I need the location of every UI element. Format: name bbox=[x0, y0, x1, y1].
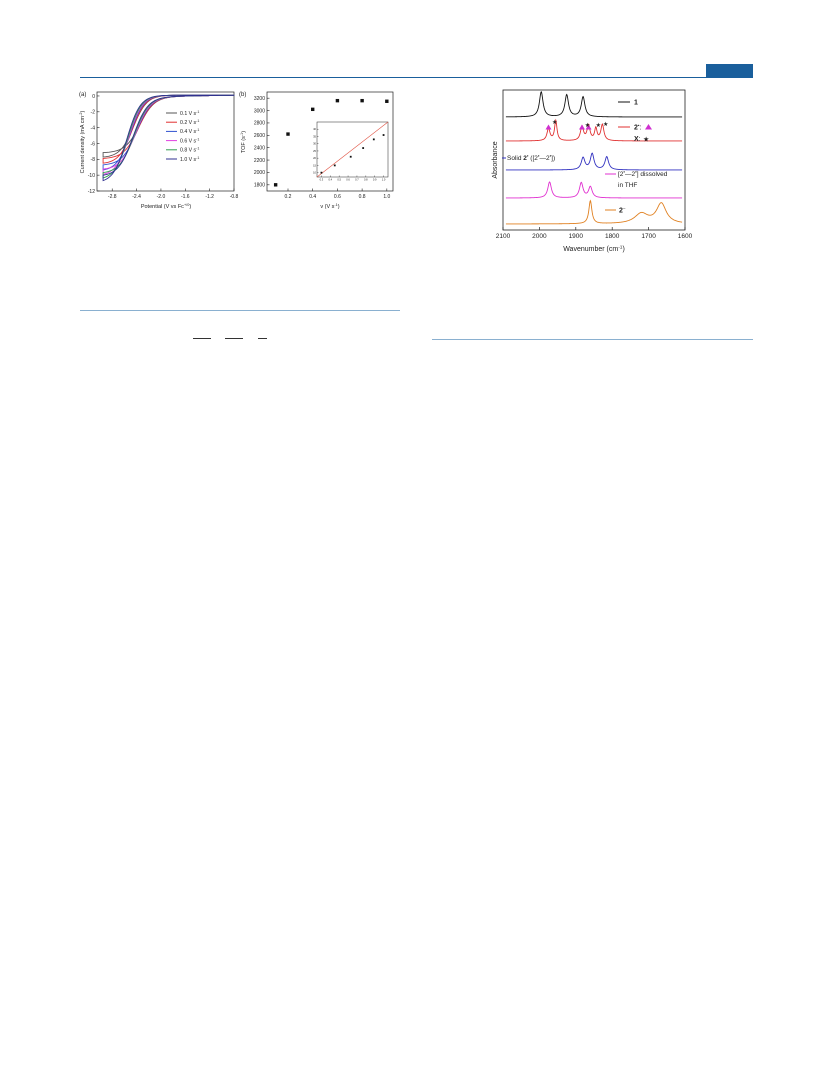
panel-b-figure bbox=[238, 88, 400, 223]
y-tick-label: -8 bbox=[90, 157, 95, 164]
ir-spectrum-1 bbox=[506, 92, 682, 117]
legend-label: 0.1 V $s^{-1}$ bbox=[180, 109, 200, 117]
legend-star-icon: ★ bbox=[643, 136, 650, 144]
legend-label-1: 1 bbox=[634, 99, 638, 107]
legend-label-2: 2•: bbox=[634, 123, 642, 132]
right-column-rule bbox=[432, 339, 753, 340]
inset-y-tick-label: 40 bbox=[313, 128, 316, 132]
x-tick-label: -2.0 bbox=[156, 194, 166, 200]
x-tick-label: 1.0 bbox=[383, 194, 391, 200]
header-rule bbox=[80, 77, 753, 78]
legend-label-anion: 2− bbox=[619, 206, 626, 215]
x-tick-label: -2.4 bbox=[132, 194, 141, 200]
y-tick-label: 2200 bbox=[253, 157, 265, 164]
panel-c-y-axis-label: Absorbance bbox=[492, 141, 499, 179]
y-tick-label: 2400 bbox=[253, 145, 265, 152]
star-marker-icon: ★ bbox=[602, 122, 609, 128]
inset-data-point bbox=[334, 165, 336, 167]
y-tick-label: 2600 bbox=[253, 133, 265, 140]
panel-b-inset bbox=[313, 122, 388, 182]
inset-data-point bbox=[350, 156, 352, 158]
ir-spectrum-4 bbox=[506, 182, 682, 198]
panel-c-x-ticks bbox=[496, 227, 693, 240]
panel-a-figure bbox=[78, 88, 238, 223]
y-tick-label: 2000 bbox=[253, 170, 265, 177]
x-tick-label: 2100 bbox=[495, 233, 511, 240]
legend-label: 0.6 V $s^{-1}$ bbox=[180, 137, 200, 145]
x-tick-label: 2000 bbox=[532, 233, 547, 240]
legend-label-thf-line2: in THF bbox=[618, 182, 638, 189]
x-tick-label: -1.6 bbox=[180, 194, 190, 200]
legend-label-thf: [2•—2•] dissolved bbox=[618, 169, 668, 178]
star-marker-icon: ★ bbox=[584, 123, 591, 129]
y-tick-label: -12 bbox=[87, 188, 95, 195]
x-tick-label: 1800 bbox=[604, 233, 620, 240]
inset-data-point bbox=[373, 138, 375, 140]
panel-a-x-ticks bbox=[108, 189, 239, 201]
legend-label: 0.8 V $s^{-1}$ bbox=[180, 146, 200, 154]
cv-curve-6 bbox=[103, 95, 234, 180]
panel-a-y-axis-label: Current density (mA $cm^{-2}$) bbox=[79, 110, 86, 174]
fraction-bar bbox=[193, 338, 211, 339]
y-tick-label: -6 bbox=[90, 141, 95, 148]
x-tick-label: 0.8 bbox=[358, 194, 366, 200]
panel-a-y-ticks bbox=[88, 94, 100, 195]
legend-label: 1.0 V $s^{-1}$ bbox=[180, 155, 200, 163]
x-tick-label: -0.8 bbox=[229, 194, 239, 200]
inset-x-tick-label: 0.6 bbox=[346, 178, 350, 182]
x-tick-label: -1.2 bbox=[205, 194, 214, 200]
panel-b-x-axis-label: v (V $s^{-1}$) bbox=[320, 203, 340, 210]
panel-b-y-axis-label: TOF $(s^{-1})$ bbox=[240, 130, 247, 154]
inset-y-tick-label: 15 bbox=[313, 164, 316, 168]
legend-triangle-icon bbox=[645, 124, 652, 130]
equation-fragment bbox=[190, 338, 280, 342]
panel-a-label: (a) bbox=[79, 92, 87, 98]
data-point bbox=[274, 183, 277, 186]
inset-data-point bbox=[362, 147, 364, 149]
data-point bbox=[336, 99, 339, 102]
data-point bbox=[360, 99, 363, 102]
data-point bbox=[311, 108, 314, 111]
y-tick-label: -10 bbox=[87, 172, 95, 179]
star-marker-icon: ★ bbox=[551, 120, 558, 126]
x-tick-label: 1900 bbox=[568, 233, 584, 240]
y-tick-label: -2 bbox=[90, 109, 95, 116]
inset-x-tick-label: 0.9 bbox=[372, 178, 377, 182]
legend-label-solid: Solid 2• ([2•—2•]) bbox=[507, 153, 556, 162]
inset-y-tick-label: 10 bbox=[313, 171, 316, 175]
cv-curve-1 bbox=[103, 95, 234, 157]
legend-label: 0.2 V $s^{-1}$ bbox=[180, 119, 200, 126]
data-point bbox=[286, 132, 289, 135]
x-tick-label: 0.4 bbox=[309, 194, 317, 200]
inset-y-tick-label: 20 bbox=[313, 157, 316, 161]
x-tick-label: 1600 bbox=[677, 233, 693, 240]
panel-a-x-axis-label: Potential (V vs $Fc^{+/0}$) bbox=[140, 203, 192, 210]
cv-curve-5 bbox=[103, 95, 234, 178]
panel-c-figure bbox=[488, 88, 698, 256]
y-tick-label: 1800 bbox=[253, 182, 265, 189]
inset-x-tick-label: 0.4 bbox=[328, 178, 333, 182]
inset-y-tick-label: 25 bbox=[313, 149, 316, 153]
panel-b-label: (b) bbox=[239, 92, 247, 98]
triangle-marker-icon bbox=[546, 125, 552, 130]
x-tick-label: 0.2 bbox=[284, 194, 292, 200]
inset-y-tick-label: 30 bbox=[313, 142, 316, 146]
header-tab bbox=[706, 64, 753, 78]
ir-spectrum-5 bbox=[506, 201, 682, 224]
y-tick-label: 0 bbox=[92, 93, 95, 100]
y-tick-label: -4 bbox=[90, 125, 95, 132]
x-tick-label: 1700 bbox=[641, 233, 656, 240]
panel-b-x-ticks bbox=[285, 189, 391, 201]
panel-a-curves bbox=[103, 95, 234, 180]
ir-spectrum-2 bbox=[506, 120, 682, 141]
y-tick-label: 3000 bbox=[253, 108, 265, 115]
star-marker-icon: ★ bbox=[595, 123, 602, 129]
legend-label-x: X: bbox=[634, 136, 641, 143]
x-tick-label: 0.6 bbox=[333, 194, 341, 200]
inset-x-tick-label: 0.7 bbox=[355, 178, 359, 182]
cv-curve-4 bbox=[103, 95, 234, 174]
inset-y-tick-label: 35 bbox=[313, 135, 316, 139]
panel-a-legend bbox=[166, 110, 199, 163]
fraction-bar bbox=[225, 338, 243, 339]
fraction-bar bbox=[258, 338, 267, 339]
left-column-rule bbox=[80, 310, 400, 311]
inset-data-point bbox=[383, 134, 385, 136]
data-point bbox=[385, 100, 388, 103]
panel-c-x-axis-label: Wavenumber $(cm^{-1})$ bbox=[563, 245, 625, 253]
y-tick-label: 2800 bbox=[253, 120, 265, 127]
inset-x-tick-label: 1.0 bbox=[381, 178, 386, 182]
inset-x-tick-label: 0.5 bbox=[337, 178, 341, 182]
inset-x-tick-label: 0.8 bbox=[364, 178, 368, 182]
y-tick-label: 3200 bbox=[253, 95, 265, 102]
inset-data-point bbox=[321, 172, 323, 174]
x-tick-label: -2.8 bbox=[107, 194, 117, 200]
panel-a-frame bbox=[97, 92, 234, 191]
legend-label: 0.4 V $s^{-1}$ bbox=[180, 128, 200, 136]
inset-x-tick-label: 0.3 bbox=[319, 178, 324, 182]
